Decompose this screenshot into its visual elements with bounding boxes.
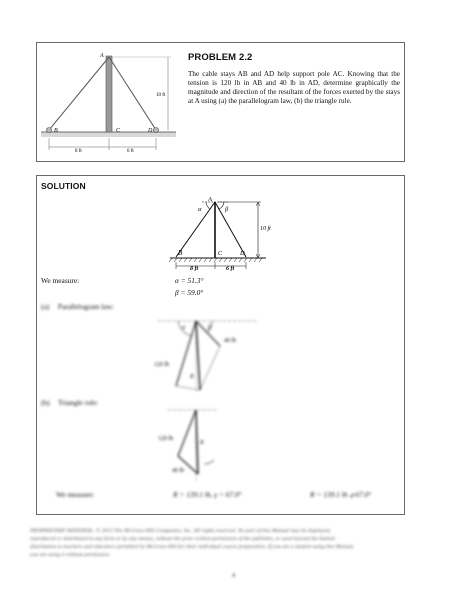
anchor-b	[47, 128, 52, 133]
footer-line-1: PROPRIETARY MATERIAL. © 2013 The McGraw-Hill Companies, Inc. All rights reserved. No part of this Manual may be displayed,	[30, 528, 331, 534]
copyright-footer	[30, 528, 442, 588]
resultant-vector-b	[196, 410, 198, 474]
triangle-diagram	[148, 404, 278, 482]
diagram-b-force-ab: 120 lb	[158, 436, 174, 442]
sketch-label-height: 10 ft	[260, 226, 271, 232]
problem-figure	[38, 46, 183, 158]
triangle-force-ab	[178, 410, 196, 456]
sketch-alpha: α	[198, 206, 202, 213]
page-number: 4	[232, 573, 235, 579]
sketch-beta: β	[225, 206, 229, 213]
solution-sketch	[168, 195, 278, 271]
label-b: B	[54, 128, 58, 134]
sketch-label-right-span: 6 ft	[226, 266, 235, 271]
label-a: A	[100, 53, 104, 59]
footer-line-3: distribution to teachers and educators permitted by McGraw-Hill for their individual course preparation. If you are a student using this Manual,	[30, 544, 355, 550]
alpha-arc	[206, 202, 210, 209]
sketch-label-c: C	[218, 251, 223, 257]
beta-arc	[219, 202, 224, 209]
label-left-span: 8 ft	[75, 149, 82, 154]
final-answer: R = 139.1 lb ⦨ 67.0°	[310, 490, 372, 499]
label-c: C	[116, 128, 121, 134]
sketch-cable-ad	[215, 202, 246, 257]
diagram-a-beta: β	[208, 325, 211, 331]
label-d: D	[148, 128, 153, 134]
diagram-a-force-ab: 120 lb	[154, 362, 170, 368]
alpha-equation: α = 51.3°	[175, 276, 204, 285]
label-right-span: 6 ft	[127, 149, 134, 154]
diagram-b-force-ad: 40 lb	[172, 468, 185, 474]
cable-ab	[49, 57, 109, 130]
we-measure-label: We measure:	[41, 276, 80, 285]
part-a-label: Parallelogram law:	[58, 302, 115, 311]
sketch-label-b: B	[178, 249, 183, 257]
beta-equation: β = 59.0°	[175, 288, 204, 297]
parallelogram-diagram	[148, 316, 278, 394]
diagram-a-alpha: α	[182, 325, 186, 331]
problem-title: PROBLEM 2.2	[188, 52, 253, 63]
diagram-a-resultant: R	[190, 374, 194, 380]
final-measure-label: We measure:	[56, 490, 95, 499]
sketch-label-left-span: 8 ft	[190, 266, 199, 271]
problem-statement: The cable stays AB and AD help support pole AC. Knowing that the tension is 120 lb in AB and 40 lb in AD, determine graphically the magnitude and direction of the resultant of the forces exerted by the stays at A using (a) the parallelogram law, (b) the triangle rule.	[188, 70, 400, 105]
solution-title: SOLUTION	[41, 181, 86, 191]
label-height: 10 ft	[156, 93, 166, 98]
resultant-vector-a	[196, 321, 200, 390]
final-measure-equation: R = 139.1 lb, γ = 67.0°	[173, 490, 242, 499]
pole	[106, 56, 112, 132]
diagram-b-resultant: R	[200, 440, 204, 446]
part-b-label: Triangle rule:	[58, 398, 99, 407]
sketch-label-a: A	[208, 196, 212, 203]
part-b-marker: (b)	[41, 398, 50, 407]
sketch-label-d: D	[240, 250, 245, 257]
obscured-solution-content	[38, 300, 404, 512]
part-a-marker: (a)	[41, 302, 50, 311]
footer-line-4: you are using it without permission.	[30, 552, 111, 558]
anchor-d	[154, 128, 159, 133]
cable-ad	[109, 57, 156, 130]
diagram-a-force-ad: 40 lb	[224, 338, 237, 344]
footer-line-2: reproduced or distributed in any form or by any means, without the prior written permission of the publisher, or used beyond the limited	[30, 536, 335, 542]
